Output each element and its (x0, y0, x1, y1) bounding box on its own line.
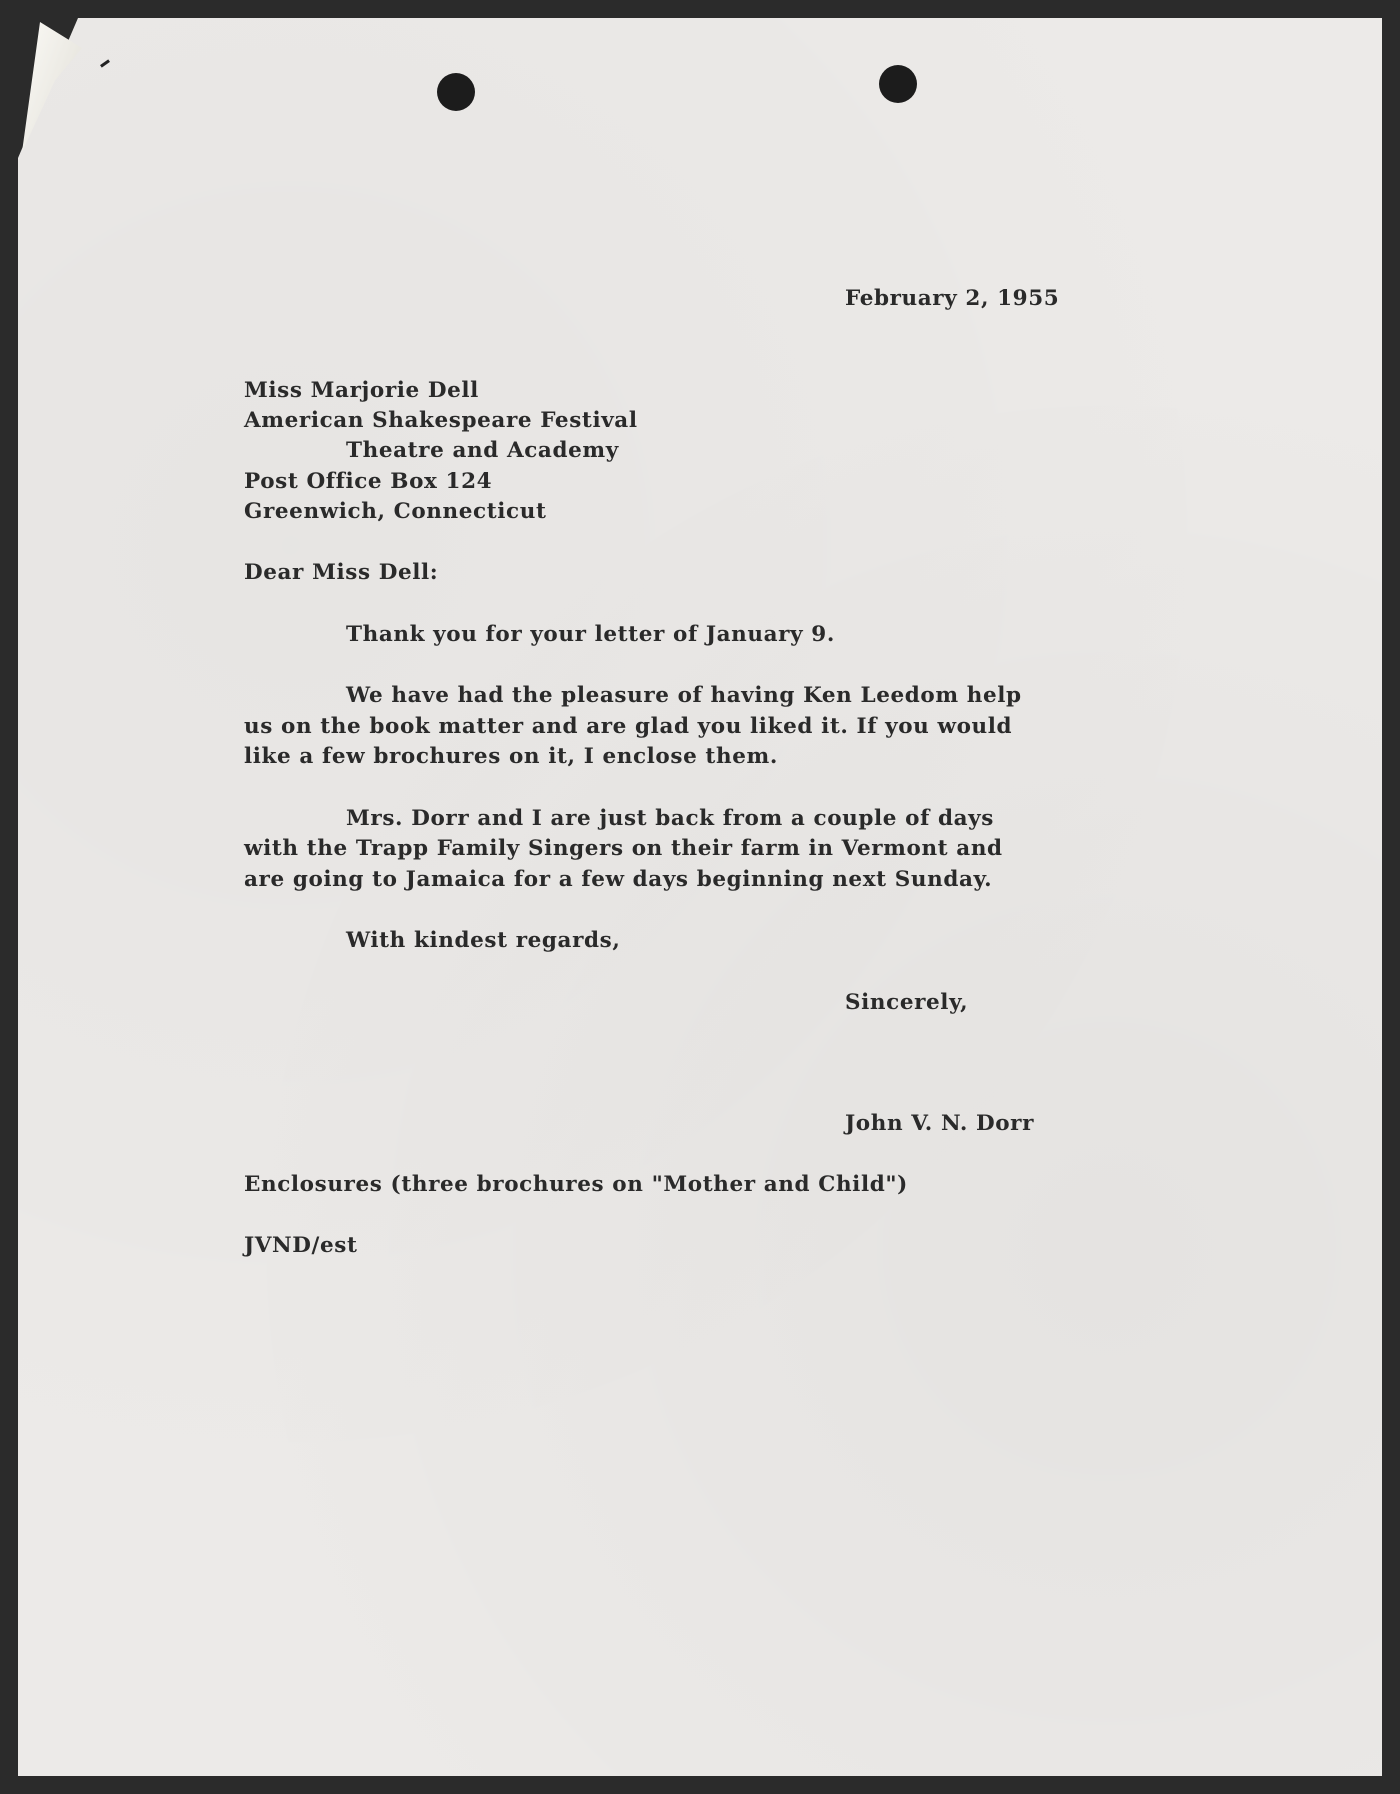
recipient-name: Miss Marjorie Dell (244, 378, 479, 403)
paragraph-1-line-1: Thank you for your letter of January 9. (346, 622, 835, 647)
recipient-organization-cont: Theatre and Academy (346, 438, 619, 463)
reference-initials: JVND/est (244, 1233, 358, 1258)
paragraph-2-line-2: us on the book matter and are glad you liked it. If you would (244, 714, 1013, 739)
paragraph-3-line-1: Mrs. Dorr and I are just back from a couple of days (346, 806, 994, 831)
paragraph-2-line-1: We have had the pleasure of having Ken Leedom help (346, 683, 1022, 708)
closing: Sincerely, (845, 990, 969, 1015)
paragraph-3-line-3: are going to Jamaica for a few days beginning next Sunday. (244, 867, 993, 892)
recipient-city: Greenwich, Connecticut (244, 499, 547, 524)
paragraph-4-line-1: With kindest regards, (346, 928, 621, 953)
letter-date: February 2, 1955 (845, 286, 1060, 311)
paragraph-2-line-3: like a few brochures on it, I enclose them. (244, 744, 778, 769)
paragraph-3-line-2: with the Trapp Family Singers on their farm in Vermont and (244, 836, 1003, 861)
recipient-po-box: Post Office Box 124 (244, 469, 493, 494)
paper-sheet (18, 18, 1382, 1776)
enclosures-note: Enclosures (three brochures on "Mother and Child") (244, 1172, 908, 1197)
signature: John V. N. Dorr (845, 1111, 1035, 1136)
salutation: Dear Miss Dell: (244, 560, 439, 585)
recipient-organization: American Shakespeare Festival (244, 408, 638, 433)
punch-hole-left (437, 73, 475, 111)
punch-hole-right (879, 65, 917, 103)
